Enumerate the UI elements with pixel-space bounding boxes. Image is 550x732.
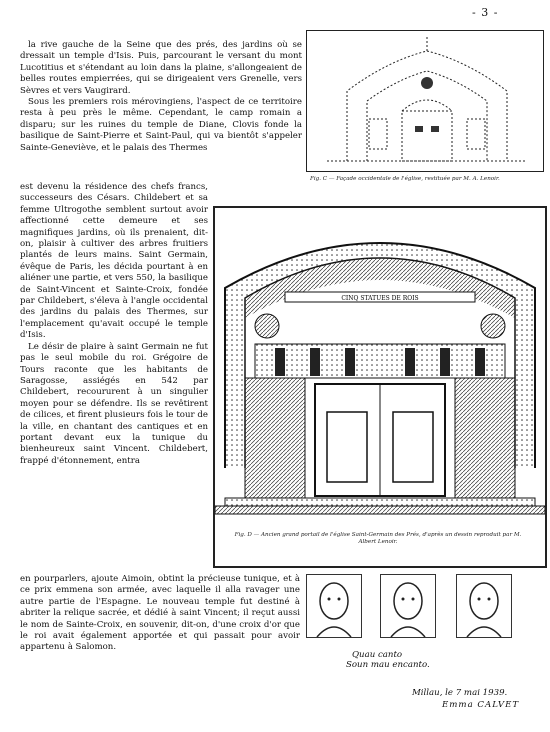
portrait-row [306, 574, 542, 644]
paragraph: est devenu la résidence des chefs francs, successeurs des Césars. Childebert et sa femme Ultrogothe semblent surtout avoir affectionné cette demeure et ses magnifiques jardins, où ils prenaient, dit-on, plaisir à cultiver des arbres fruitiers plantés de leurs mains. Saint Germain, évêque de Paris, les décida pourtant à en aliéner une partie, et vers 550, la basilique de Saint-Vincent et Sainte-Croix, fondée par Childebert, s'éleva à l'angle occidental des jardins du palais des Thermes, sur l'emplacement qu'avait occupé le temple d'Isis. [20, 182, 208, 341]
portrait [380, 574, 436, 638]
page-number: - 3 - [472, 6, 499, 19]
motto-line-2: Soun mau encanto. [346, 660, 430, 670]
figure-d-banner: CINQ STATUES DE ROIS [341, 295, 419, 302]
paragraph: la rive gauche de la Seine que des prés, des jardins où se dressait un temple d'Isis. Puis, parcourant le versant du mont Lucotitius et s'étendant au loin dans la plaine, s'allongeaient de belles routes empierrées, qui se dirigeaient vers Grenelle, vers Sèvres et vers Vaugirard. [20, 40, 302, 96]
place-date: Millau, le 7 mai 1939. [412, 688, 508, 698]
portrait [456, 574, 512, 638]
paragraph: Le désir de plaire à saint Germain ne fut pas le seul mobile du roi. Grégoire de Tours raconte que les habitants de Saragosse, assiégés en 542 par Childebert, recoururent à un singulier moyen pour se défendre. Ils se revêtirent de cilices, et firent plusieurs fois le tour de la ville, en chantant des cantiques et en portant devant eux la tunique du bienheureux saint Vincent. Childebert, frappé d'étonnement, entra [20, 341, 208, 466]
motto-line-1: Quau canto [352, 650, 403, 660]
author-signature: Emma CALVET [442, 700, 520, 710]
figure-c-caption: Fig. C — Façade occidentale de l'église, restituée par M. A. Lenoir. [310, 176, 500, 182]
paragraph: Sous les premiers rois mérovingiens, l'aspect de ce territoire resta à peu près le même. Cependant, le camp romain a disparu; sur les ruines du temple de Diane, Clovis fonde la basilique de Saint-Pierre et Saint-Paul, qui va bientôt s'appeler Sainte-Geneviève, et le palais des Thermes [20, 97, 302, 153]
text-column-middle [20, 182, 208, 467]
facade-drawing [307, 31, 543, 171]
figure-c-facade [306, 30, 544, 172]
portrait [306, 574, 362, 638]
text-column-bottom [20, 574, 300, 654]
figure-d-caption: Fig. D — Ancien grand portail de l'église Saint-Germain des Prés, d'après un dessin reproduit par M. Albert Lenoir. [234, 532, 522, 545]
portal-drawing [215, 208, 545, 566]
figure-d-portal [213, 206, 547, 568]
text-column-top [20, 40, 302, 154]
paragraph: en pourparlers, ajoute Aimoin, obtint la précieuse tunique, et à ce prix emmena son armée, avec laquelle il alla ravager une autre partie de l'Espagne. Le nouveau temple fut destiné à abriter la relique sacrée, et dédié à saint Vincent; il reçut aussi le nom de Sainte-Croix, en souvenir, dit-on, d'une croix d'or que le roi avait également apportée et qui passait pour avoir appartenu à Salomon. [20, 574, 300, 653]
